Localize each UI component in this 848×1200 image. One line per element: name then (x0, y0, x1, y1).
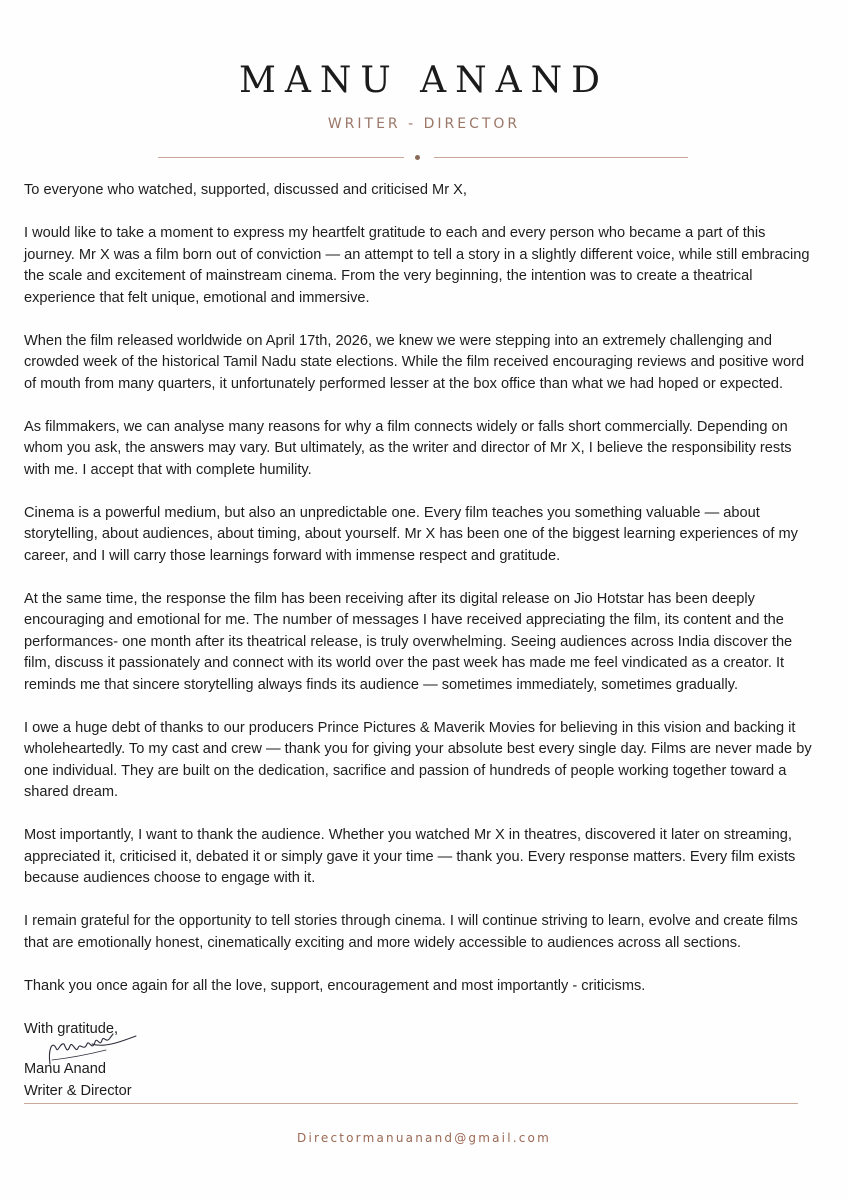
letterhead-name: MANU ANAND (238, 60, 609, 101)
header-divider-left (158, 157, 404, 158)
paragraph-final-thanks: Thank you once again for all the love, support, encouragement and most importantly - criticisms. (24, 977, 646, 994)
letter-body (24, 180, 814, 1040)
closing: With gratitude, (24, 1020, 119, 1037)
footer-email: Directormanuanand@gmail.com (297, 1131, 551, 1145)
paragraph-gratitude: I would like to take a moment to express my heartfelt gratitude to each and every person who became a part of this journey. Mr X was a film born out of conviction — an attempt to tell a story in a slightly different voice, while still embracing the scale and excitement of mainstream cinema. From the very beginning, the intention was to create a theatrical experience that felt unique, emotional and immersive. (24, 225, 810, 306)
letterhead-role: WRITER - DIRECTOR (327, 116, 521, 132)
paragraph-future: I remain grateful for the opportunity to tell stories through cinema. I will continue striving to learn, evolve and create films that are emotionally honest, cinematically exciting and more widely accessible to audiences across all sections. (24, 913, 798, 951)
paragraph-responsibility: As filmmakers, we can analyse many reasons for why a film connects widely or falls short commercially. Depending on whom you ask, the answers may vary. But ultimately, as the writer and director of Mr X, I believe the responsibility rests with me. I accept that with complete humility. (24, 418, 792, 478)
footer-divider (24, 1103, 798, 1104)
paragraph-thanks-producers: I owe a huge debt of thanks to our producers Prince Pictures & Maverik Movies for believing in this vision and backing it wholeheartedly. To my cast and crew — thank you for giving your absolute best every single day. Films are never made by one individual. They are built on the dedication, sacrifice and passion of hundreds of people working together toward a shared dream. (24, 719, 812, 800)
signatory-name: Manu Anand (24, 1061, 106, 1077)
paragraph-release: When the film released worldwide on April 17th, 2026, we knew we were stepping into an extremely challenging and crowded week of the historical Tamil Nadu state elections. While the film received encouraging reviews and positive word of mouth from many quarters, it unfortunately performed lesser at the box office than what we had hoped or expected. (24, 332, 805, 392)
salutation: To everyone who watched, supported, discussed and criticised Mr X, (24, 182, 467, 198)
paragraph-thanks-audience: Most importantly, I want to thank the audience. Whether you watched Mr X in theatres, discovered it later on streaming, appreciated it, criticised it, debated it or simply gave it your time — thank you. Every response matters. Every film exists because audiences choose to engage with it. (24, 827, 796, 886)
paragraph-cinema: Cinema is a powerful medium, but also an unpredictable one. Every film teaches you something valuable — about storytelling, about audiences, about timing, about yourself. Mr X has been one of the biggest learning experiences of my career, and I will carry those learnings forward with immense respect and gratitude. (24, 504, 798, 564)
paragraph-digital-release: At the same time, the response the film has been receiving after its digital release on Jio Hotstar has been deeply encouraging and emotional for me. The number of messages I have received appreciating the film, its content and the performances- one month after its theatrical release, is truly overwhelming. Seeing audiences across India discover the film, discuss it passionately and connect with its world over the past week has made me feel vindicated as a creator. It reminds me that sincere storytelling always finds its audience — sometimes immediately, sometimes gradually. (24, 590, 793, 693)
signature-block (24, 1059, 132, 1102)
header-divider-dot (415, 155, 420, 160)
header-divider-right (434, 157, 688, 158)
signatory-title: Writer & Director (24, 1082, 132, 1099)
